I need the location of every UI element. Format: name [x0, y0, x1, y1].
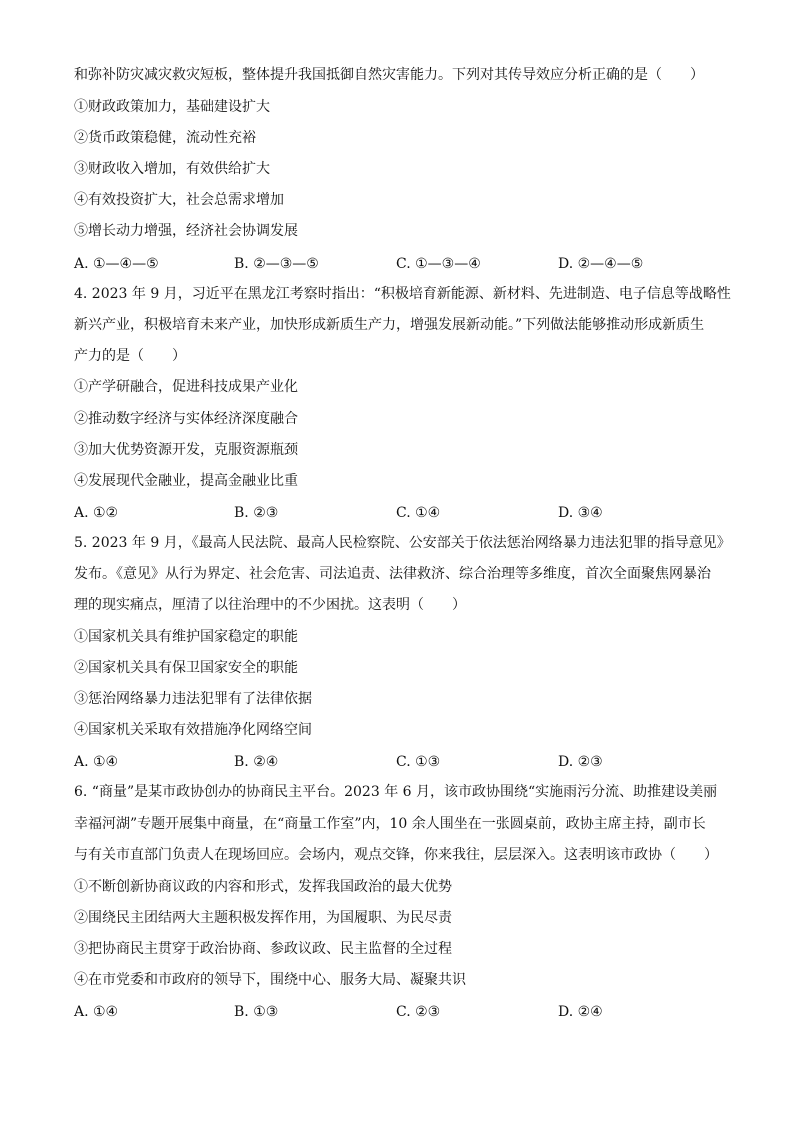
q5-option-a[interactable]: A. ①④ — [74, 754, 119, 770]
q6-stem-line-3: 与有关市直部门负责人在现场回应。会场内，观点交锋，你来我往，层层深入。这表明该市政协（ ） — [74, 847, 718, 863]
q5-stem-line-2: 发布。《意见》从行为界定、社会危害、司法追责、法律救济、综合治理等多维度，首次全面聚焦网暴治 — [74, 566, 711, 582]
q3-option-b[interactable]: B. ②—③—⑤ — [234, 256, 319, 272]
q3-statement-4: ④有效投资扩大，社会总需求增加 — [74, 192, 284, 208]
q3-options — [74, 254, 734, 274]
q5-option-b[interactable]: B. ②④ — [234, 754, 279, 770]
q5-options — [74, 752, 734, 772]
q3-statement-5: ⑤增长动力增强，经济社会协调发展 — [74, 223, 298, 239]
q6-stem-line-2: 幸福河湖”专题开展集中商量，在“商量工作室”内，10 余人围坐在一张圆桌前，政协主席主持，副市长 — [74, 816, 706, 832]
q4-stem-line-3: 产力的是（ ） — [74, 348, 186, 364]
q3-option-d[interactable]: D. ②—④—⑤ — [558, 256, 644, 272]
q5-stem-line-3: 理的现实痛点，厘清了以往治理中的不少困扰。这表明（ ） — [74, 597, 466, 613]
q3-statement-3: ③财政收入增加，有效供给扩大 — [74, 161, 270, 177]
q5-statement-4: ④国家机关采取有效措施净化网络空间 — [74, 722, 312, 738]
q4-option-c[interactable]: C. ①④ — [396, 505, 441, 521]
q4-option-d[interactable]: D. ③④ — [558, 505, 603, 521]
q4-statement-4: ④发展现代金融业，提高金融业比重 — [74, 473, 298, 489]
q5-statement-1: ①国家机关具有维护国家稳定的职能 — [74, 629, 298, 645]
q6-options — [74, 1002, 734, 1022]
q5-statement-3: ③惩治网络暴力违法犯罪有了法律依据 — [74, 691, 312, 707]
q4-option-b[interactable]: B. ②③ — [234, 505, 279, 521]
q6-statement-3: ③把协商民主贯穿于政治协商、参政议政、民主监督的全过程 — [74, 941, 452, 957]
q6-statement-1: ①不断创新协商议政的内容和形式，发挥我国政治的最大优势 — [74, 879, 452, 895]
q6-statement-2: ②围绕民主团结两大主题积极发挥作用，为国履职、为民尽责 — [74, 910, 452, 926]
q6-option-d[interactable]: D. ②④ — [558, 1004, 603, 1020]
q5-option-d[interactable]: D. ②③ — [558, 754, 603, 770]
q4-statement-3: ③加大优势资源开发，克服资源瓶颈 — [74, 442, 298, 458]
q5-option-c[interactable]: C. ①③ — [396, 754, 441, 770]
q3-option-a[interactable]: A. ①—④—⑤ — [74, 256, 159, 272]
q6-option-a[interactable]: A. ①④ — [74, 1004, 119, 1020]
q6-statement-4: ④在市党委和市政府的领导下，围绕中心、服务大局、凝聚共识 — [74, 972, 466, 988]
q4-statement-1: ①产学研融合，促进科技成果产业化 — [74, 379, 298, 395]
q3-option-c[interactable]: C. ①—③—④ — [396, 256, 481, 272]
q5-statement-2: ②国家机关具有保卫国家安全的职能 — [74, 660, 298, 676]
q6-stem-line-1: 6. “商量”是某市政协创办的协商民主平台。2023 年 6 月，该市政协围绕“实施雨污分流、助推建设美丽 — [74, 784, 718, 800]
q6-option-c[interactable]: C. ②③ — [396, 1004, 441, 1020]
q4-statement-2: ②推动数字经济与实体经济深度融合 — [74, 411, 298, 427]
q3-statement-2: ②货币政策稳健，流动性充裕 — [74, 130, 256, 146]
q4-stem-line-2: 新兴产业，积极培育未来产业，加快形成新质生产力，增强发展新动能。”下列做法能够推动形成新质生 — [74, 317, 705, 333]
q4-stem-line-1: 4. 2023 年 9 月，习近平在黑龙江考察时指出：“积极培育新能源、新材料、先进制造、电子信息等战略性 — [74, 286, 731, 302]
q4-options — [74, 503, 734, 523]
q4-option-a[interactable]: A. ①② — [74, 505, 119, 521]
q6-option-b[interactable]: B. ①③ — [234, 1004, 279, 1020]
q3-stem-line: 和弥补防灾减灾救灾短板，整体提升我国抵御自然灾害能力。下列对其传导效应分析正确的是（ ） — [74, 67, 704, 83]
q3-statement-1: ①财政政策加力，基础建设扩大 — [74, 99, 270, 115]
q5-stem-line-1: 5. 2023 年 9 月，《最高人民法院、最高人民检察院、公安部关于依法惩治网络暴力违法犯罪的指导意见》 — [74, 535, 731, 551]
